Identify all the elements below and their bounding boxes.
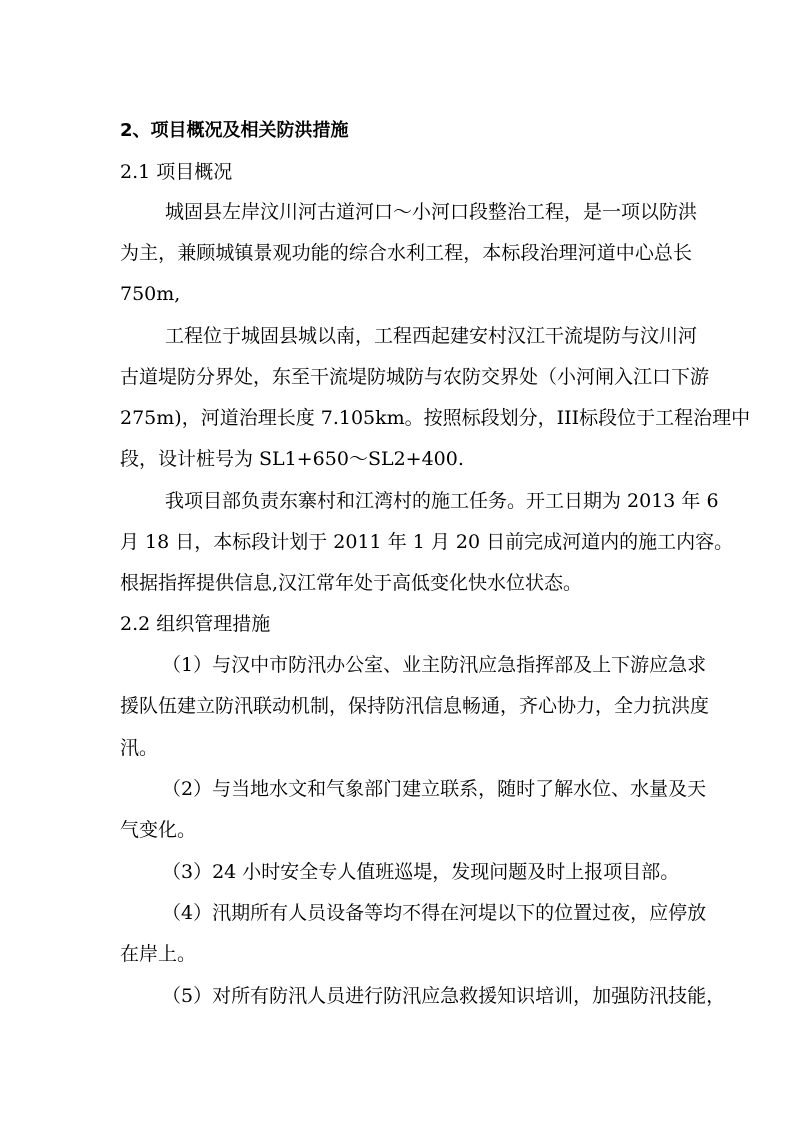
paragraph-line: 为主，兼顾城镇景观功能的综合水利工程，本标段治理河道中心总长: [120, 242, 692, 264]
subsection-title-2-2: 2.2 组织管理措施: [120, 613, 271, 635]
paragraph-line: 工程位于城固县城以南，工程西起建安村汉江干流堤防与汶川河: [165, 325, 698, 347]
list-item-line: （4）汛期所有人员设备等均不得在河堤以下的位置过夜，应停放: [162, 902, 707, 924]
paragraph-line: 古道堤防分界处，东至干流堤防城防与农防交界处（小河闸入江口下游: [120, 366, 710, 388]
list-item-line: （1）与汉中市防汛办公室、业主防汛应急指挥部及上下游应急求: [162, 654, 707, 676]
paragraph-line: 城固县左岸汶川河古道河口～小河口段整治工程，是一项以防洪: [165, 201, 698, 223]
paragraph-line: 月 18 日，本标段计划于 2011 年 1 月 20 日前完成河道内的施工内容。: [120, 531, 734, 553]
paragraph-line: 根据指挥提供信息,汉江常年处于高低变化快水位状态。: [120, 572, 583, 594]
list-item-line: 在岸上。: [120, 943, 197, 965]
paragraph-line: 750m,: [120, 283, 181, 305]
list-item-line: （5）对所有防汛人员进行防汛应急救援知识培训，加强防汛技能，: [162, 985, 726, 1007]
subsection-title-2-1: 2.1 项目概况: [120, 161, 233, 183]
paragraph-line: 我项目部负责东寨村和江湾村的施工任务。开工日期为 2013 年 6: [165, 490, 719, 512]
list-item-line: （3）24 小时安全专人值班巡堤，发现问题及时上报项目部。: [162, 861, 680, 883]
list-item-line: 汛。: [120, 737, 159, 759]
list-item-line: 援队伍建立防汛联动机制，保持防汛信息畅通，齐心协力，全力抗洪度: [120, 695, 710, 717]
list-item-line: （2）与当地水文和气象部门建立联系，随时了解水位、水量及天: [162, 778, 707, 800]
section-heading: 2、项目概况及相关防洪措施: [120, 120, 349, 141]
list-item-line: 气变化。: [120, 819, 197, 841]
paragraph-line: 段，设计桩号为 SL1+650～SL2+400.: [120, 448, 464, 470]
paragraph-line: 275m)，河道治理长度 7.105km。按照标段划分，III标段位于工程治理中: [120, 407, 751, 429]
